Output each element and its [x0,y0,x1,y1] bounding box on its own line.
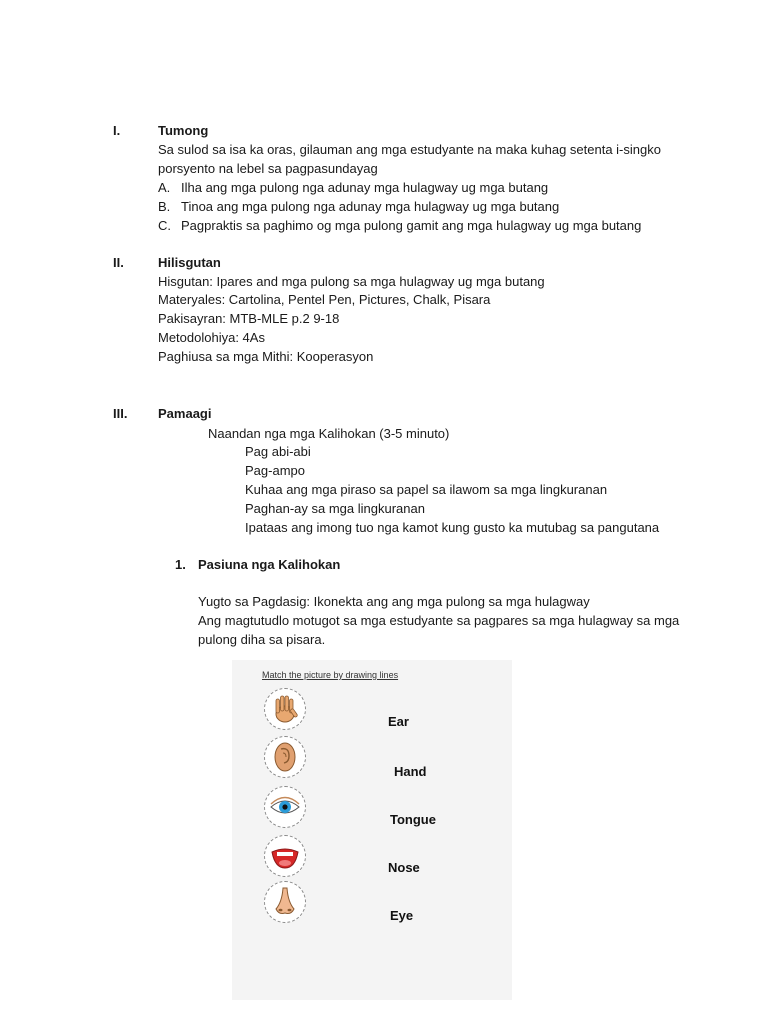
routine-item: Kuhaa ang mga piraso sa papel sa ilawom sa mga lingkuranan [245,482,608,497]
activity-line: Ang magtutudlo motugot sa mga estudyante sa pagpares sa mga hulagway sa mga [198,613,680,628]
hand-icon [264,688,306,730]
objective-letter: C. [158,218,171,233]
section-numeral: III. [113,406,128,421]
subject-line: Pakisayran: MTB-MLE p.2 9-18 [158,311,340,326]
nose-icon [264,881,306,923]
section-title: Tumong [158,123,209,138]
subject-line: Metodolohiya: 4As [158,330,265,345]
word-label: Tongue [390,812,436,827]
section-numeral: II. [113,255,124,270]
subject-line: Materyales: Cartolina, Pentel Pen, Pictures, Chalk, Pisara [158,292,491,307]
matching-worksheet [232,660,512,1000]
activity-title: Pasiuna nga Kalihokan [198,557,341,572]
word-label: Hand [394,764,427,779]
word-label: Ear [388,714,409,729]
objective-line: porsyento na lebel sa pagpasundayag [158,161,378,176]
routine-item: Pag-ampo [245,463,305,478]
subject-line: Paghiusa sa mga Mithi: Kooperasyon [158,349,374,364]
mouth-icon [264,835,306,877]
routine-item: Ipataas ang imong tuo nga kamot kung gusto ka mutubag sa pangutana [245,520,660,535]
word-label: Nose [388,860,420,875]
activity-number: 1. [175,557,186,572]
section-title: Hilisgutan [158,255,221,270]
ear-icon [264,736,306,778]
routine-item: Paghan-ay sa mga lingkuranan [245,501,425,516]
activity-line: pulong diha sa pisara. [198,632,326,647]
section-numeral: I. [113,123,121,138]
activity-line: Yugto sa Pagdasig: Ikonekta ang ang mga pulong sa mga hulagway [198,594,590,609]
objective-item: Pagpraktis sa paghimo og mga pulong gamit ang mga hulagway ug mga butang [181,218,642,233]
objective-letter: B. [158,199,171,214]
word-label: Eye [390,908,414,923]
routine-item: Pag abi-abi [245,444,311,459]
objective-item: Ilha ang mga pulong nga adunay mga hulagway ug mga butang [181,180,549,195]
subject-line: Hisgutan: Ipares and mga pulong sa mga hulagway ug mga butang [158,274,545,289]
objective-item: Tinoa ang mga pulong nga adunay mga hulagway ug mga butang [181,199,560,214]
section-title: Pamaagi [158,406,212,421]
objective-letter: A. [158,180,171,195]
eye-icon [264,786,306,828]
routine-heading: Naandan nga mga Kalihokan (3-5 minuto) [208,426,450,441]
objective-line: Sa sulod sa isa ka oras, gilauman ang mga estudyante na maka kuhag setenta i-singko [158,142,661,157]
worksheet-title: Match the picture by drawing lines [262,670,399,680]
